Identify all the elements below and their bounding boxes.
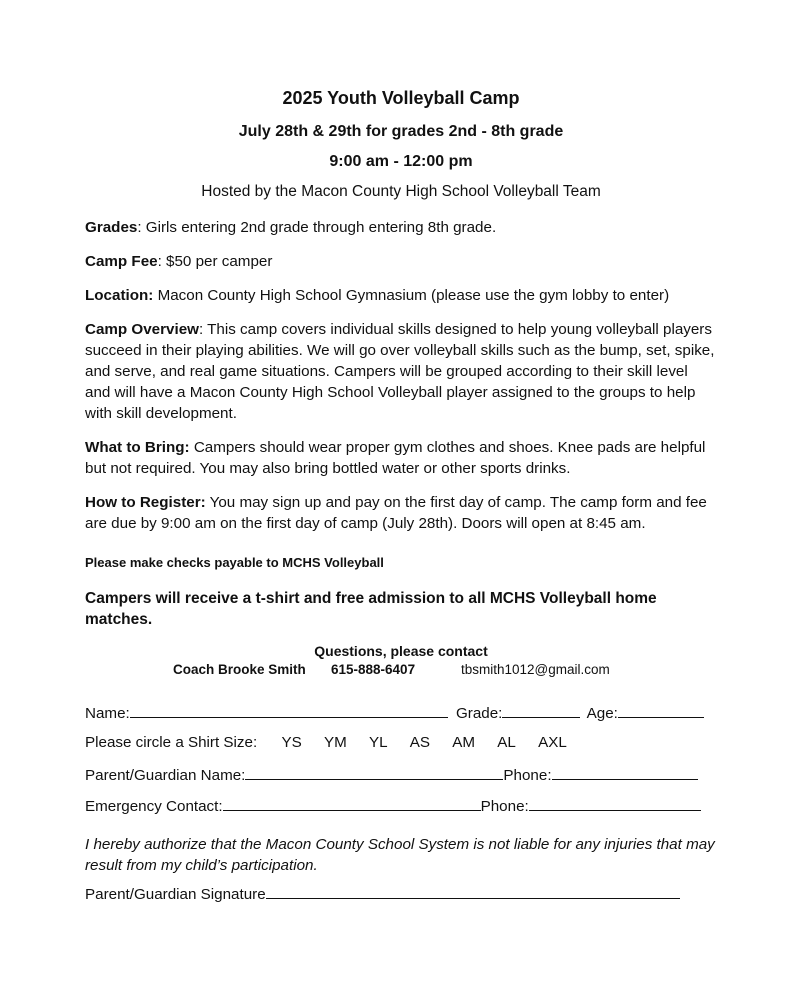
shirt-size-options bbox=[261, 734, 566, 751]
shirt-size-label: Please circle a Shirt Size: bbox=[85, 734, 258, 751]
checks-note: Please make checks payable to MCHS Volleyball bbox=[85, 555, 384, 570]
register-section bbox=[85, 492, 715, 534]
emergency-phone-label: Phone: bbox=[480, 798, 529, 815]
parent-name-label: Parent/Guardian Name: bbox=[85, 767, 246, 784]
grades-section bbox=[85, 217, 715, 238]
overview-text: : This camp covers individual skills designed to help young volleyball players succeed in their playing abilities. We will go over volleyball skills such as the bump, set, spike, and serve, and real game situations. Campers will be grouped according to their skill level and will have a Macon County High School Volleyball player assigned to the groups to help with skill development. bbox=[85, 321, 715, 422]
size-option[interactable]: YS bbox=[281, 734, 302, 751]
size-option[interactable]: YL bbox=[368, 734, 388, 751]
camp-time: 9:00 am - 12:00 pm bbox=[329, 153, 473, 170]
contact-email: tbsmith1012@gmail.com bbox=[461, 662, 610, 677]
name-label: Name: bbox=[85, 705, 130, 722]
emergency-contact-label: Emergency Contact: bbox=[85, 798, 223, 815]
overview-section bbox=[85, 319, 715, 424]
size-option[interactable]: AS bbox=[409, 734, 431, 751]
emergency-line bbox=[85, 796, 701, 815]
parent-phone-label: Phone: bbox=[503, 767, 552, 784]
fee-text: : $50 per camper bbox=[157, 253, 273, 270]
location-text: Macon County High School Gymnasium (please use the gym lobby to enter) bbox=[153, 287, 670, 304]
name-field[interactable] bbox=[130, 703, 448, 718]
fee-label: Camp Fee bbox=[85, 253, 158, 270]
grades-label: Grades bbox=[85, 219, 138, 236]
contact-name: Coach Brooke Smith bbox=[173, 662, 306, 677]
grade-field[interactable] bbox=[502, 703, 580, 718]
contact-phone: 615-888-6407 bbox=[331, 662, 416, 677]
size-option[interactable]: AM bbox=[452, 734, 476, 751]
age-label: Age: bbox=[586, 705, 618, 722]
shirt-size-line bbox=[85, 734, 567, 751]
parent-name-field[interactable] bbox=[245, 765, 503, 780]
signature-label: Parent/Guardian Signature bbox=[85, 886, 266, 903]
size-option[interactable]: AXL bbox=[538, 734, 567, 751]
parent-line bbox=[85, 765, 698, 784]
emergency-phone-field[interactable] bbox=[529, 796, 701, 811]
bring-text: Campers should wear proper gym clothes and shoes. Knee pads are helpful but not required. You may also bring bottled water or other sports drinks. bbox=[85, 439, 706, 477]
location-section bbox=[85, 285, 715, 306]
register-label: How to Register: bbox=[85, 494, 206, 511]
signature-line bbox=[85, 884, 680, 903]
location-label: Location: bbox=[85, 287, 154, 304]
grades-text: : Girls entering 2nd grade through entering 8th grade. bbox=[137, 219, 497, 236]
overview-label: Camp Overview bbox=[85, 321, 199, 338]
emergency-contact-field[interactable] bbox=[223, 796, 481, 811]
tshirt-note: Campers will receive a t-shirt and free admission to all MCHS Volleyball home matches. bbox=[85, 590, 657, 628]
size-option[interactable]: AL bbox=[497, 734, 516, 751]
name-line bbox=[85, 703, 704, 722]
camp-dates: July 28th & 29th for grades 2nd - 8th grade bbox=[238, 123, 564, 140]
grade-label: Grade: bbox=[455, 705, 503, 722]
bring-label: What to Bring: bbox=[85, 439, 190, 456]
size-option[interactable]: YM bbox=[323, 734, 347, 751]
signature-field[interactable] bbox=[266, 884, 680, 899]
register-text: You may sign up and pay on the first day of camp. The camp form and fee are due by 9:00 am on the first day of camp (July 28th). Doors will open at 8:45 am. bbox=[85, 494, 707, 532]
bring-section bbox=[85, 437, 715, 479]
contact-title: Questions, please contact bbox=[314, 643, 488, 659]
page-title: 2025 Youth Volleyball Camp bbox=[282, 88, 520, 108]
age-field[interactable] bbox=[618, 703, 704, 718]
camp-host: Hosted by the Macon County High School Volleyball Team bbox=[201, 183, 601, 200]
fee-section bbox=[85, 251, 715, 272]
parent-phone-field[interactable] bbox=[552, 765, 698, 780]
liability-waiver: I hereby authorize that the Macon County School System is not liable for any injuries that may result from my child’s participation. bbox=[85, 836, 715, 874]
